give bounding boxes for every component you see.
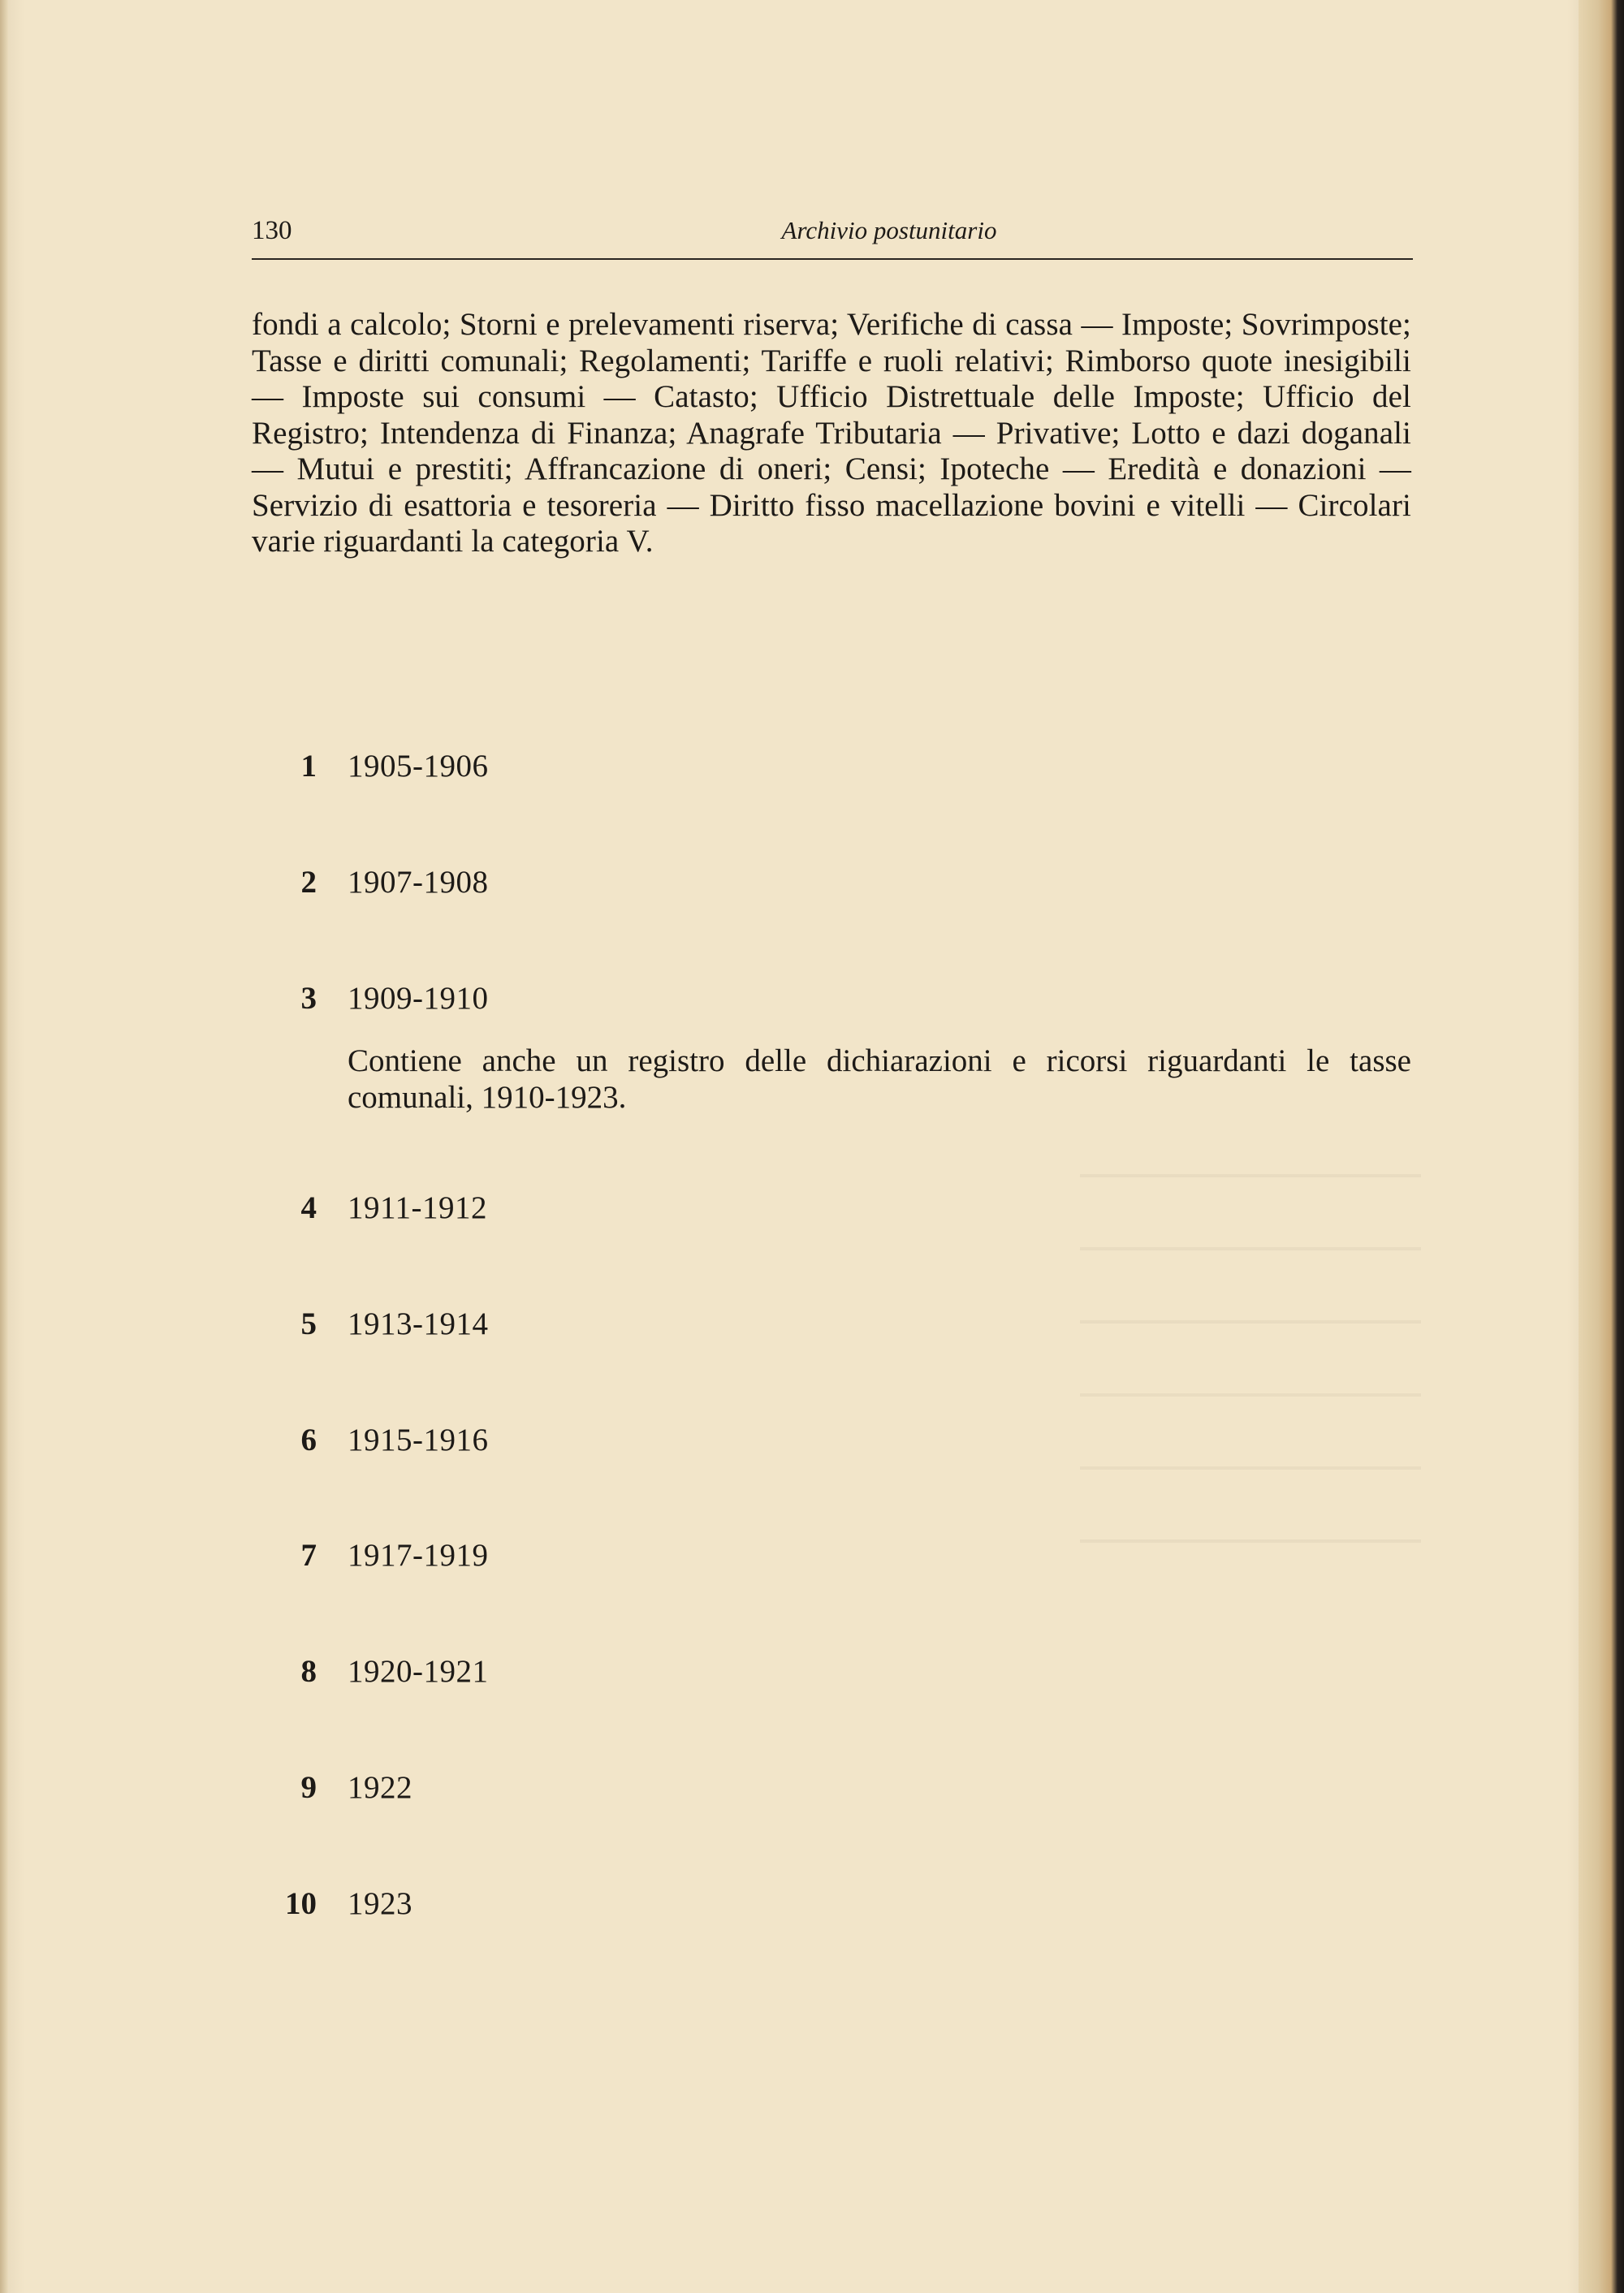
page-number: 130 [252, 216, 292, 245]
entry-dates: 1917-1919 [348, 1538, 489, 1573]
entry-number: 10 [285, 1886, 317, 1921]
entry-number: 8 [300, 1654, 317, 1689]
entry-dates: 1920-1921 [348, 1654, 489, 1689]
entry-number: 9 [300, 1770, 317, 1805]
entry-dates: 1907-1908 [348, 865, 489, 900]
entry-number: 3 [300, 981, 317, 1016]
entry-dates: 1911-1912 [348, 1190, 488, 1225]
entry-number: 1 [300, 749, 317, 784]
intro-paragraph: fondi a calcolo; Storni e prelevamenti riserva; Verifiche di cassa — Imposte; Sovrimposte; Tasse e diritti comunali; Regolamenti; Tariffe e ruoli relativi; Rimborso quote inesigibili — Imposte sui consumi — Catasto; Ufficio Distrettuale delle Imposte; Ufficio del Registro; Intendenza di Finanza; Anagrafe Tributaria — Privative; Lotto e dazi doganali — Mutui e prestiti; Affrancazione di oneri; Censi; Ipoteche — Eredità e donazioni — Servizio di esattoria e tesoreria — Diritto fisso macellazione bovini e vitelli — Circolari varie riguardanti la categoria V. [252, 307, 1411, 559]
entry-dates: 1905-1906 [348, 749, 489, 784]
entry-number: 6 [300, 1423, 317, 1457]
entry-number: 4 [300, 1190, 317, 1225]
entry-dates: 1915-1916 [348, 1423, 489, 1457]
entry-dates: 1922 [348, 1770, 412, 1805]
running-title: Archivio postunitario [781, 216, 997, 244]
entry-note: Contiene anche un registro delle dichiarazioni e ricorsi riguardanti le tasse comunali, 1910-1923. [348, 1043, 1411, 1115]
entry-number: 7 [300, 1538, 317, 1573]
entry-dates: 1909-1910 [348, 981, 489, 1016]
entry-dates: 1923 [348, 1886, 412, 1921]
entry-number: 5 [300, 1306, 317, 1341]
entry-dates: 1913-1914 [348, 1306, 489, 1341]
entry-number: 2 [300, 865, 317, 900]
